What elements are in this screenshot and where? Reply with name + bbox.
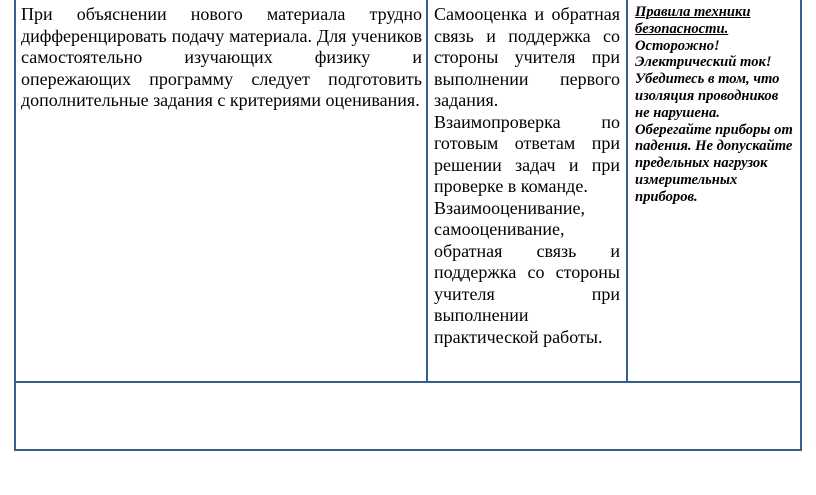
assessment-paragraph-2: Взаимопроверка по готовым ответам при решении задач и при проверке в команде. [434, 111, 620, 196]
lesson-plan-table [14, 0, 802, 451]
safety-cell [628, 0, 800, 381]
safety-title: Правила техники безопасности. [635, 4, 751, 37]
assessment-cell [428, 0, 628, 381]
differentiation-text: При объяснении нового материала трудно дифференцировать подачу материала. Для учеников самостоятельно изучающих физику и опережающих программу следует подготовить дополнительные задания с критериями оценивания. [21, 4, 422, 110]
table-row-empty [16, 383, 800, 449]
differentiation-cell [16, 0, 428, 381]
assessment-paragraph-1: Самооценка и обратная связь и поддержка со стороны учителя при выполнении первого задания. [434, 4, 620, 110]
assessment-paragraph-3: Взаимооценивание, самооценивание, обратная связь и поддержка со стороны учителя при выполнении практической работы. [434, 197, 620, 347]
safety-text: Осторожно! Электрический ток! Убедитесь в том, что изоляция проводников не нарушена. Оберегайте приборы от падения. Не допускайте предельных нагрузок измерительных приборов. [635, 37, 793, 205]
table-row [16, 0, 800, 383]
